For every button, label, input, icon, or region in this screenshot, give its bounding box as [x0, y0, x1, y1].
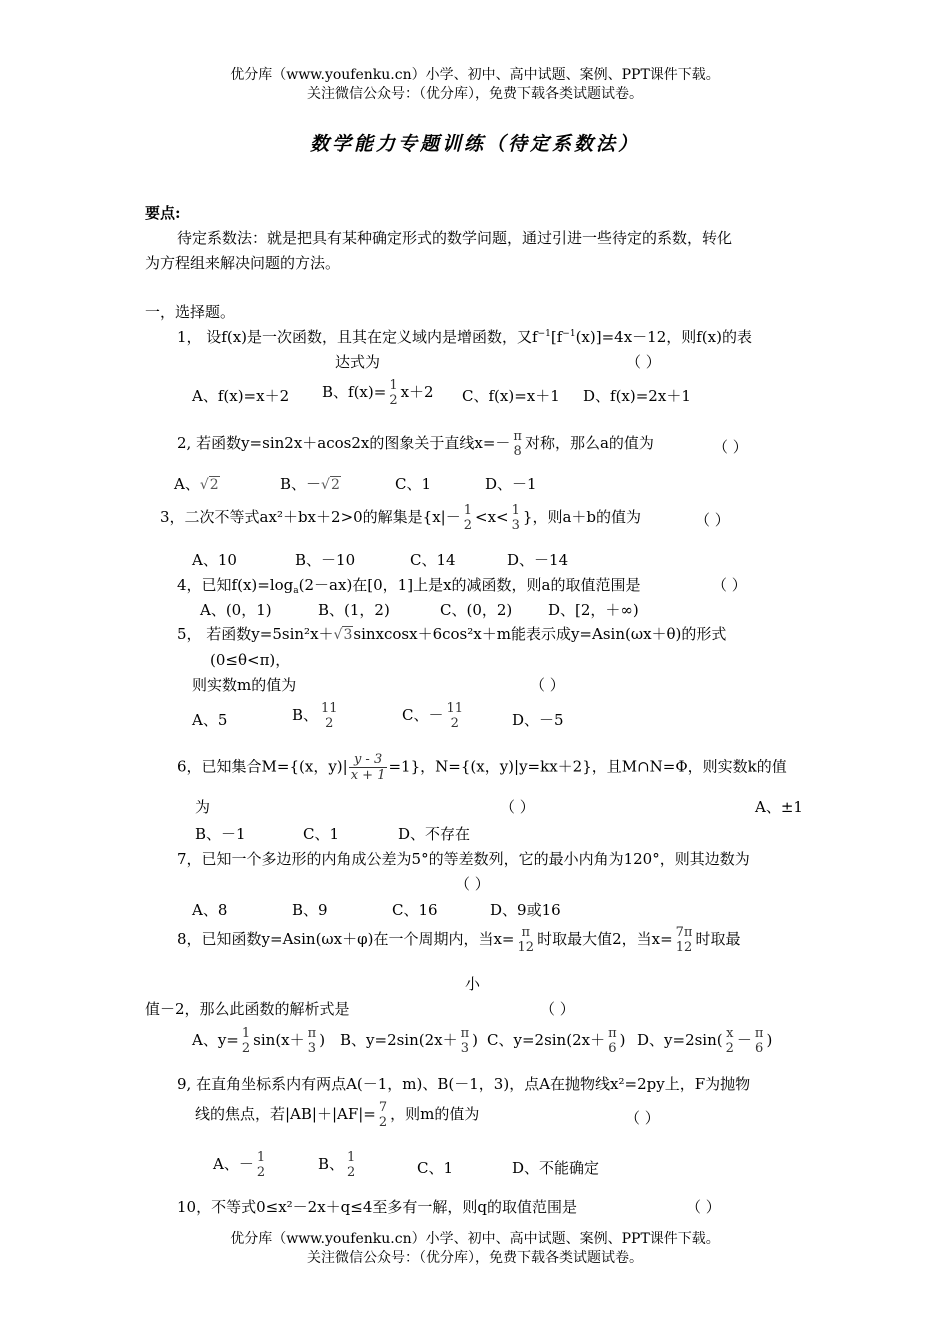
question-4-stem: 4，已知$f(x)=\log_a(2-ax)$在[0，1]上是x的减函数，则a的取值范围是 — [177, 576, 641, 596]
option-4B: B、(1，2) — [318, 601, 390, 619]
question-5-stem: 5， 若函数y=5sin²x＋√3sinxcosx＋6cos²x＋m能表示成y=Asin(ωx＋θ)的形式 — [177, 625, 727, 643]
answer-paren: （ ） — [540, 1000, 575, 1018]
option-3A: A、10 — [192, 551, 237, 569]
option-4D: D、[2，＋∞) — [548, 601, 639, 619]
answer-paren: （ ） — [625, 1109, 660, 1127]
option-9D: D、不能确定 — [512, 1159, 600, 1177]
option-6C: C、1 — [303, 825, 340, 843]
option-3D: D、－14 — [507, 551, 569, 569]
question-10-stem: 10，不等式0≤x²－2x＋q≤4至多有一解，则q的取值范围是 — [177, 1198, 577, 1216]
option-9B: B、 1 2 — [318, 1150, 356, 1180]
option-2B: B、－√2 — [280, 475, 340, 493]
question-5-stem-cont: (0≤θ<π)， — [210, 651, 291, 669]
answer-paren: （ ） — [713, 438, 748, 456]
question-1-stem-cont: 达式为 — [335, 353, 381, 371]
option-8C: C、y=2sin(2x＋ π 6 ) — [487, 1026, 626, 1056]
question-9-stem-cont: 线的焦点，若|AB|＋|AF|= 7 2 ，则m的值为 — [195, 1100, 480, 1130]
option-7D: D、9或16 — [490, 901, 561, 919]
option-9C: C、1 — [417, 1159, 454, 1177]
keypoint-text-2: 为方程组来解决问题的方法。 — [145, 254, 341, 272]
header-line-2: 关注微信公众号：（优分库），免费下载各类试题试卷。 — [307, 86, 643, 102]
option-5B: B、 11 2 — [292, 701, 338, 731]
section-heading: 一，选择题。 — [145, 303, 236, 321]
option-1D: D、f(x)=2x＋1 — [583, 387, 691, 405]
page-title: 数学能力专题训练（待定系数法） — [309, 133, 640, 155]
question-6-stem: 6，已知集合M={(x，y)| $\frac{y - 3}{x + 1}$ =1}，N={(x，y)|y=kx＋2}，且M∩N=Φ，则实数k的值 — [177, 752, 787, 783]
option-9A: A、－ 1 2 — [213, 1150, 266, 1180]
answer-paren: （ ） — [686, 1198, 721, 1216]
answer-paren: （ ） — [626, 353, 661, 371]
option-7C: C、16 — [392, 901, 438, 919]
option-3C: C、14 — [410, 551, 456, 569]
question-9-stem: 9, 在直角坐标系内有两点A(－1，m)、B(－1，3)，点A在抛物线x²=2py上，F为抛物 — [177, 1075, 751, 1093]
option-8A: A、y= 1 2 sin(x＋ π 3 ) — [192, 1026, 326, 1056]
answer-paren: （ ） — [695, 511, 730, 529]
footer-line-1: 优分库（www.youfenku.cn）小学、初中、高中试题、案例、PPT课件下载。 — [230, 1231, 720, 1247]
question-2-stem: 2, 若函数y=sin2x＋acos2x的图象关于直线x=－ π 8 对称，那么a的值为 — [177, 429, 654, 459]
option-8D: D、y=2sin( x 2 － π 6 ) — [637, 1026, 773, 1056]
question-8-stem-cont-2: 值－2，那么此函数的解析式是 — [145, 1000, 350, 1018]
answer-paren: （ ） — [712, 576, 747, 594]
option-5C: C、－ 11 2 — [402, 701, 464, 731]
option-5D: D、－5 — [512, 711, 564, 729]
option-1A: A、f(x)=x＋2 — [192, 387, 290, 405]
option-7B: B、9 — [292, 901, 328, 919]
answer-paren: （ ） — [530, 676, 565, 694]
option-4C: C、(0，2) — [440, 601, 513, 619]
question-1-stem: 1， 设f(x)是一次函数，且其在定义域内是增函数，又$f^{-1}[f^{-1}(x)]=4x-12$，则f(x)的表 — [177, 328, 752, 346]
option-6B: B、－1 — [195, 825, 246, 843]
question-3-stem: 3，二次不等式ax²＋bx＋2>0的解集是{x|－ 1 2 <x< 1 3 }，则a＋b的值为 — [160, 503, 641, 533]
option-4A: A、(0，1) — [200, 601, 272, 619]
header-line-1: 优分库（www.youfenku.cn）小学、初中、高中试题、案例、PPT课件下载。 — [230, 67, 720, 83]
option-7A: A、8 — [192, 901, 228, 919]
option-3B: B、－10 — [295, 551, 356, 569]
option-2C: C、1 — [395, 475, 432, 493]
footer-line-2: 关注微信公众号：（优分库），免费下载各类试题试卷。 — [307, 1250, 643, 1266]
option-1B: B、f(x)= 1 2 x＋2 — [322, 378, 434, 408]
option-2D: D、－1 — [485, 475, 537, 493]
option-6D: D、不存在 — [398, 825, 471, 843]
question-8-stem: 8，已知函数y=Asin(ωx＋φ)在一个周期内，当x= π 12 时取最大值2，当x= 7π 12 时取最 — [177, 925, 741, 955]
answer-paren: （ ） — [455, 875, 490, 893]
option-1C: C、f(x)=x＋1 — [462, 387, 560, 405]
question-8-stem-cont: 小 — [465, 975, 481, 993]
keypoint-text-1: 待定系数法：就是把具有某种确定形式的数学问题，通过引进一些待定的系数，转化 — [177, 229, 733, 247]
question-7-stem: 7，已知一个多边形的内角成公差为5°的等差数列，它的最小内角为120°，则其边数为 — [177, 850, 750, 868]
keypoint-label: 要点: — [145, 204, 181, 222]
option-2A: A、√2 — [174, 475, 219, 493]
option-8B: B、y=2sin(2x＋ π 3 ) — [340, 1026, 479, 1056]
option-5A: A、5 — [192, 711, 228, 729]
answer-paren: （ ） — [500, 798, 535, 816]
question-5-stem-cont-2: 则实数m的值为 — [192, 676, 297, 694]
option-6A: A、±1 — [755, 798, 803, 816]
question-6-stem-cont: 为 — [195, 798, 211, 816]
